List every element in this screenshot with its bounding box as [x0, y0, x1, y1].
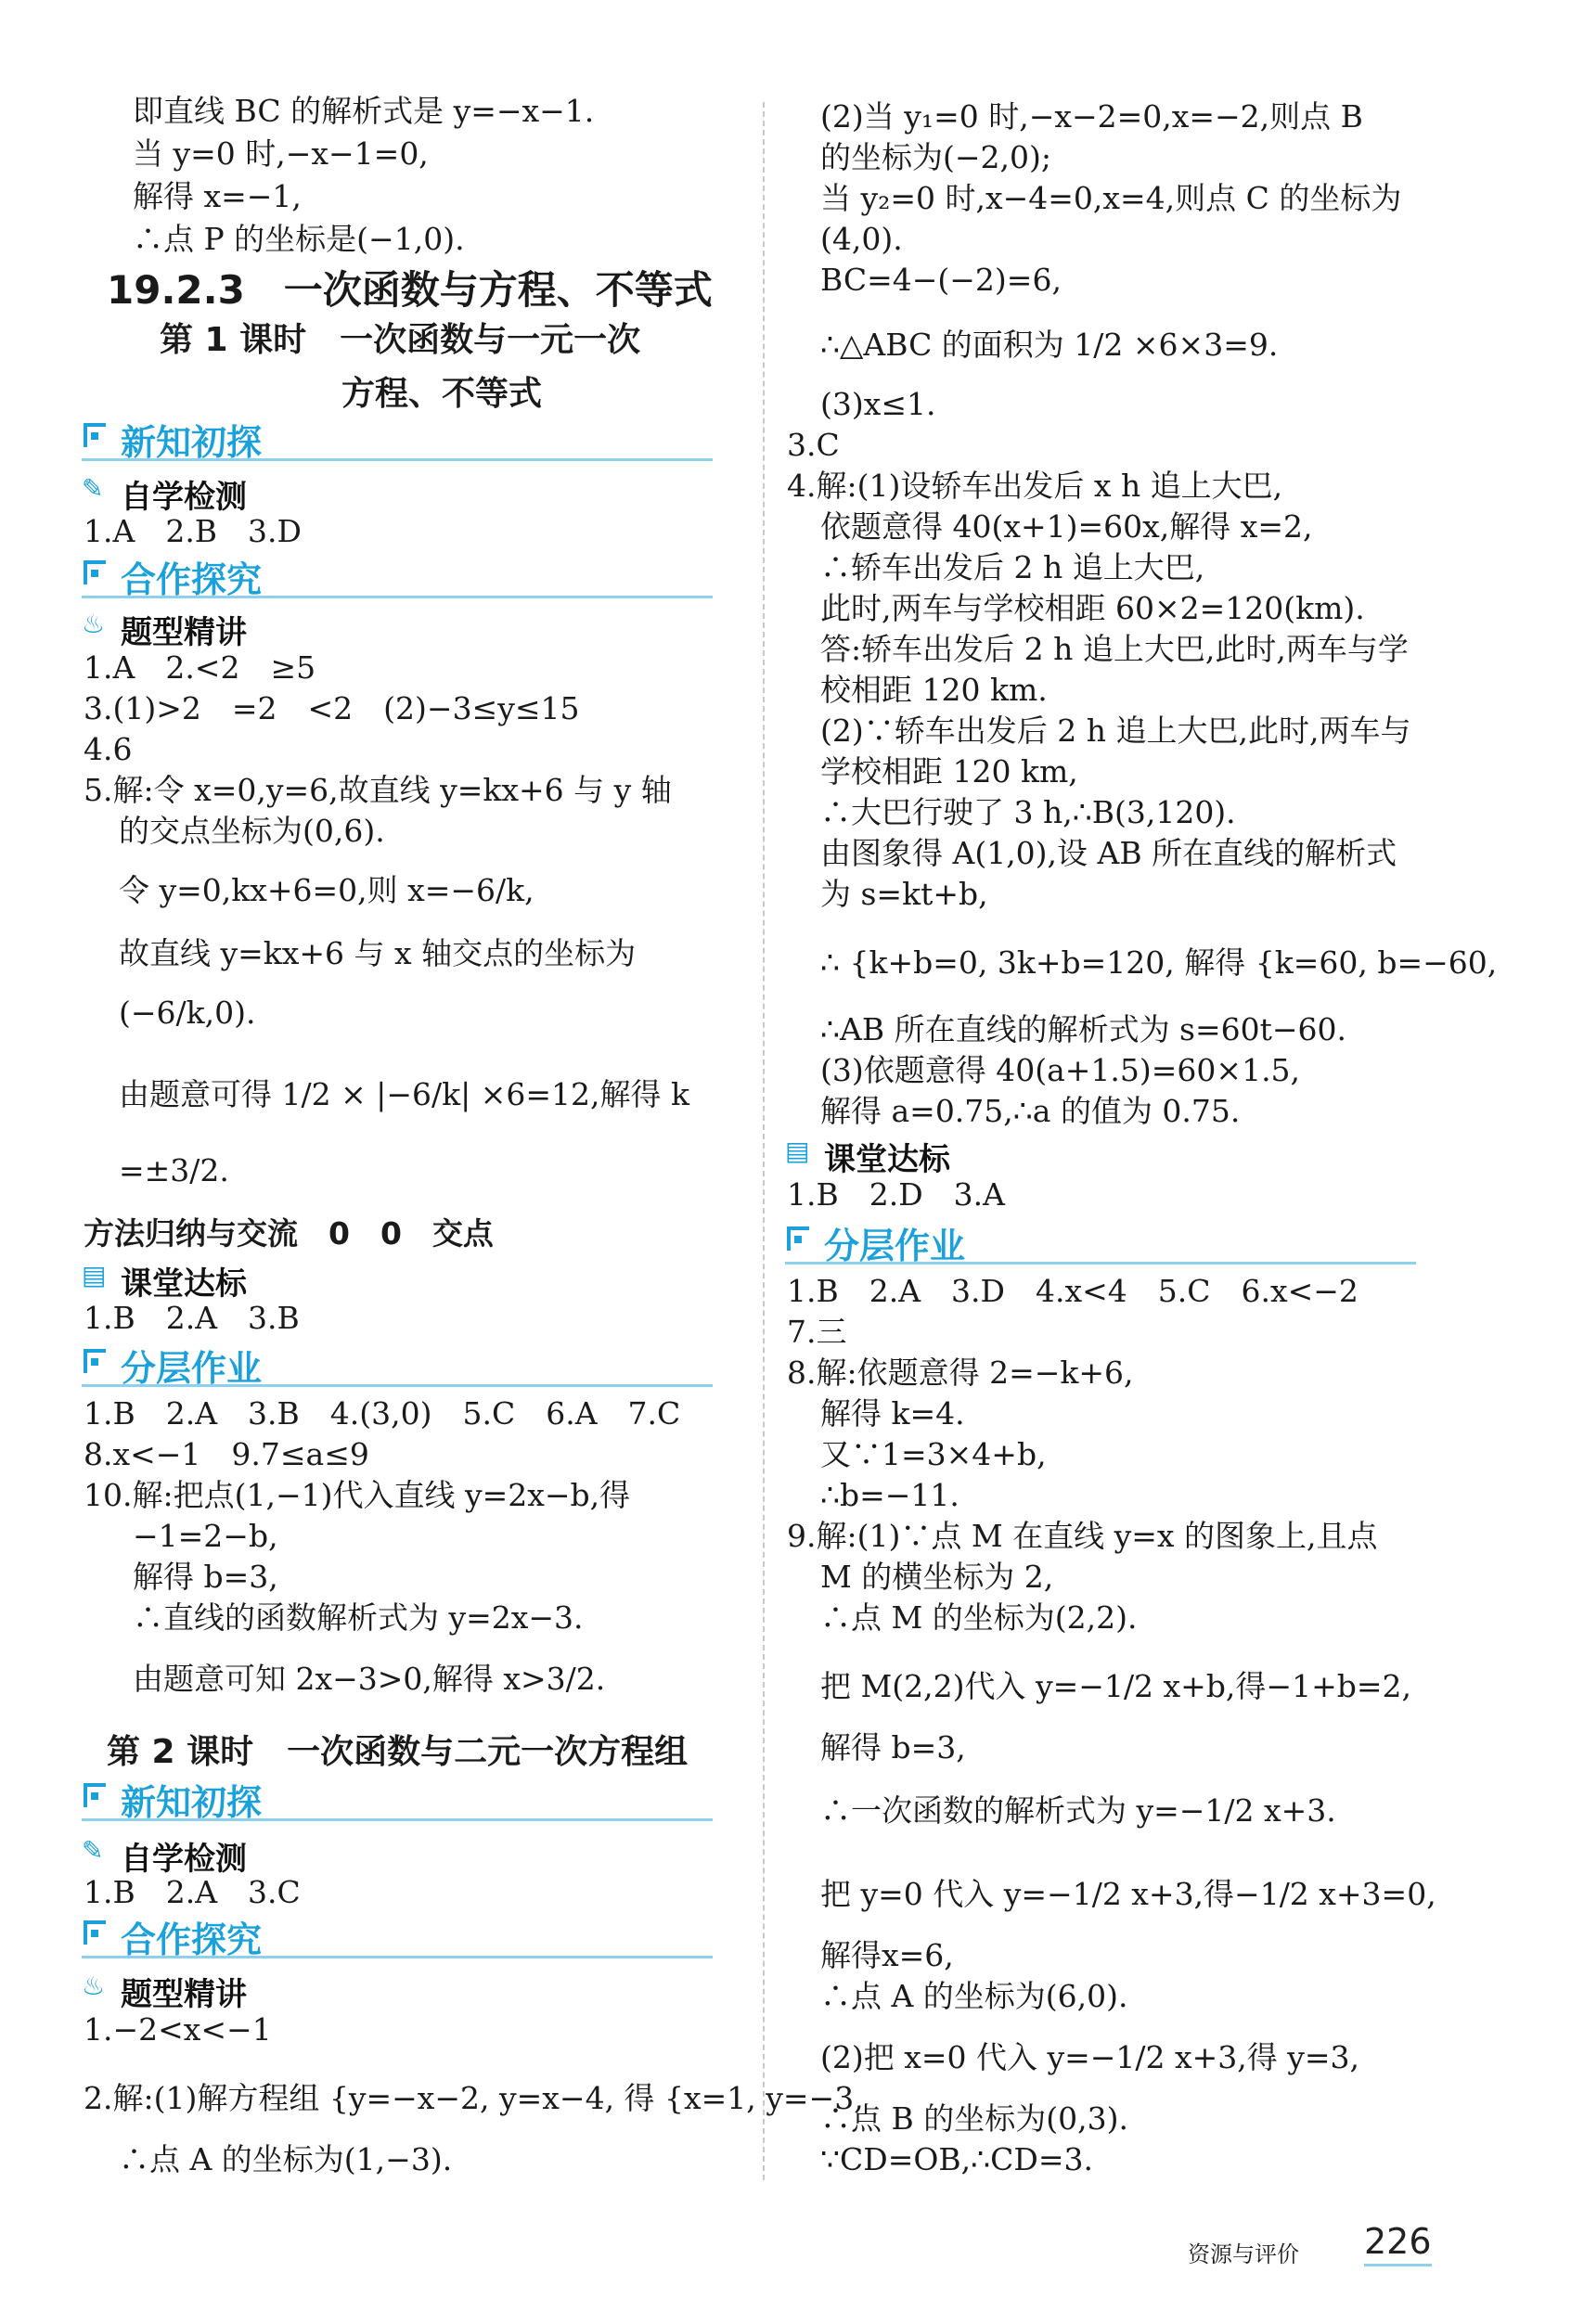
text-line: 的交点坐标为(0,6). — [119, 813, 385, 849]
page-number: 226 — [1364, 2221, 1432, 2266]
book-icon: ▤ — [785, 1136, 810, 1166]
text-line: 9.解:(1)∵点 M 在直线 y=x 的图象上,且点 — [787, 1518, 1378, 1554]
answer-line: 1.A 2.B 3.D — [84, 513, 302, 549]
pencil-icon: ✎ — [82, 473, 104, 504]
text-line: 的坐标为(−2,0); — [820, 139, 1051, 175]
text-line: 5.解:令 x=0,y=6,故直线 y=kx+6 与 y 轴 — [84, 772, 672, 808]
footer-label: 资源与评价 — [1188, 2241, 1299, 2267]
text-line: 当 y=0 时,−x−1=0, — [133, 135, 429, 172]
text-line: (2)当 y₁=0 时,−x−2=0,x=−2,则点 B — [820, 98, 1363, 135]
text-line: −1=2−b, — [133, 1518, 278, 1554]
text-line: ∵CD=OB,∴CD=3. — [820, 2141, 1093, 2177]
sub-tixing — [82, 1969, 453, 2013]
sub-label: 自学检测 — [121, 479, 247, 516]
text-line: 由图象得 A(1,0),设 AB 所在直线的解析式 — [820, 835, 1397, 871]
banner-label: 新知初探 — [121, 422, 263, 463]
banner-label: 合作探究 — [121, 559, 263, 600]
text-line: =±3/2. — [119, 1152, 229, 1188]
section-title: 19.2.3 一次函数与方程、不等式 — [107, 267, 713, 313]
lesson-title-cont: 方程、不等式 — [341, 375, 543, 413]
text-line: 3.(1)>2 =2 <2 (2)−3≤y≤15 — [84, 690, 580, 726]
banner-label: 分层作业 — [121, 1348, 263, 1389]
banner-hezuo — [82, 1913, 713, 1958]
text-line: (−6/k,0). — [119, 995, 256, 1031]
banner-xinzhi — [82, 416, 713, 461]
text-line: ∴AB 所在直线的解析式为 s=60t−60. — [820, 1011, 1347, 1047]
text-line: (2)把 x=0 代入 y=−1/2 x+3,得 y=3, — [820, 2039, 1360, 2075]
apple-icon: ♨ — [82, 609, 106, 639]
answer-line: 1.B 2.D 3.A — [787, 1176, 1005, 1213]
sub-label: 课堂达标 — [121, 1265, 247, 1303]
sub-ketang — [82, 1258, 453, 1303]
bookmark-icon — [84, 560, 106, 584]
answer-line: 1.B 2.A 3.C — [84, 1874, 301, 1910]
banner-label: 合作探究 — [121, 1920, 263, 1960]
text-line: 2.解:(1)解方程组 {y=−x−2, y=x−4, 得 {x=1, y=−3, — [84, 2080, 864, 2116]
text-line: 答:轿车出发后 2 h 追上大巴,此时,两车与学 — [820, 631, 1409, 667]
lesson-title: 第 1 课时 一次函数与一元一次 — [160, 321, 641, 359]
text-line: 4.6 — [84, 731, 133, 767]
text-line: ∴点 P 的坐标是(−1,0). — [133, 221, 465, 257]
text-line: 10.解:把点(1,−1)代入直线 y=2x−b,得 — [84, 1477, 631, 1513]
text-line: 此时,两车与学校相距 60×2=120(km). — [820, 590, 1365, 626]
text-line: M 的横坐标为 2, — [820, 1559, 1054, 1595]
text-line: 解得 a=0.75,∴a 的值为 0.75. — [820, 1093, 1241, 1129]
sub-label: 课堂达标 — [824, 1141, 950, 1178]
text-line: 依题意得 40(x+1)=60x,解得 x=2, — [820, 508, 1313, 545]
lesson-title: 第 2 课时 一次函数与二元一次方程组 — [107, 1733, 689, 1771]
text-line: 解得 x=−1, — [133, 178, 302, 214]
text-line: 4.解:(1)设轿车出发后 x h 追上大巴, — [787, 468, 1283, 504]
apple-icon: ♨ — [82, 1971, 106, 2001]
text-line: 又∵1=3×4+b, — [820, 1436, 1047, 1472]
text-line: ∴b=−11. — [820, 1477, 959, 1513]
text-line: 为 s=kt+b, — [820, 876, 988, 912]
sub-ketang — [785, 1134, 1156, 1178]
text-line: 解得 b=3, — [820, 1729, 966, 1765]
text-line: ∴点 A 的坐标为(1,−3). — [119, 2141, 453, 2177]
text-line: ∴点 A 的坐标为(6,0). — [820, 1978, 1128, 2014]
text-line: 学校相距 120 km, — [820, 753, 1078, 790]
text-line: 1.B 2.A 3.D 4.x<4 5.C 6.x<−2 — [787, 1273, 1359, 1309]
sub-label: 题型精讲 — [121, 1976, 247, 2013]
column-divider — [763, 102, 765, 2180]
text-line: (3)依题意得 40(a+1.5)=60×1.5, — [820, 1052, 1301, 1088]
answer-line: 1.B 2.A 3.B — [84, 1300, 300, 1336]
method-summary: 方法归纳与交流 0 0 交点 — [84, 1215, 494, 1252]
sub-zixue — [82, 1833, 453, 1878]
banner-hezuo — [82, 553, 713, 598]
text-line: 1.B 2.A 3.B 4.(3,0) 5.C 6.A 7.C — [84, 1395, 681, 1432]
text-line: (2)∵轿车出发后 2 h 追上大巴,此时,两车与 — [820, 713, 1411, 749]
text-line: 由题意可知 2x−3>0,解得 x>3/2. — [133, 1661, 606, 1697]
text-line: 3.C — [787, 427, 840, 463]
text-line: ∴△ABC 的面积为 1/2 ×6×3=9. — [820, 327, 1279, 363]
bookmark-icon — [84, 1349, 106, 1373]
bookmark-icon — [787, 1226, 809, 1251]
text-line: 8.x<−1 9.7≤a≤9 — [84, 1436, 369, 1472]
pencil-icon: ✎ — [82, 1835, 104, 1866]
text-line: 故直线 y=kx+6 与 x 轴交点的坐标为 — [119, 935, 637, 971]
text-line: BC=4−(−2)=6, — [820, 262, 1062, 298]
text-line: 当 y₂=0 时,x−4=0,x=4,则点 C 的坐标为 — [820, 180, 1402, 216]
banner-fenceng — [785, 1219, 1416, 1265]
sub-label: 自学检测 — [121, 1841, 247, 1878]
text-line: 校相距 120 km. — [820, 672, 1048, 708]
banner-xinzhi — [82, 1776, 713, 1821]
text-line: 解得 b=3, — [133, 1559, 278, 1595]
text-line: ∴点 B 的坐标为(0,3). — [820, 2100, 1128, 2137]
text-line: ∴直线的函数解析式为 y=2x−3. — [133, 1599, 584, 1636]
text-line: ∴轿车出发后 2 h 追上大巴, — [820, 549, 1205, 585]
bookmark-icon — [84, 1783, 106, 1807]
text-line: 解得 k=4. — [820, 1395, 965, 1432]
text-line: 1.−2<x<−1 — [84, 2011, 272, 2048]
text-line: (3)x≤1. — [820, 386, 936, 422]
text-line: 解得x=6, — [820, 1937, 954, 1973]
text-line: 8.解:依题意得 2=−k+6, — [787, 1355, 1134, 1391]
text-line: 即直线 BC 的解析式是 y=−x−1. — [133, 93, 595, 129]
bookmark-icon — [84, 423, 106, 447]
sub-label: 题型精讲 — [121, 614, 247, 651]
text-line: ∴一次函数的解析式为 y=−1/2 x+3. — [820, 1792, 1336, 1829]
text-line: 把 y=0 代入 y=−1/2 x+3,得−1/2 x+3=0, — [820, 1876, 1436, 1912]
text-line: 令 y=0,kx+6=0,则 x=−6/k, — [119, 872, 534, 908]
book-icon: ▤ — [82, 1260, 107, 1290]
banner-label: 新知初探 — [121, 1782, 263, 1823]
text-line: 7.三 — [787, 1314, 847, 1350]
sub-tixing — [82, 607, 453, 651]
text-line: ∴大巴行驶了 3 h,∴B(3,120). — [820, 794, 1236, 830]
banner-label: 分层作业 — [824, 1226, 966, 1266]
banner-fenceng — [82, 1342, 713, 1387]
text-line: (4,0). — [820, 221, 903, 257]
text-line: ∴ {k+b=0, 3k+b=120, 解得 {k=60, b=−60, — [820, 944, 1498, 981]
bookmark-icon — [84, 1920, 106, 1945]
sub-zixue — [82, 471, 453, 516]
text-line: 把 M(2,2)代入 y=−1/2 x+b,得−1+b=2, — [820, 1668, 1411, 1704]
text-line: 由题意可得 1/2 × |−6/k| ×6=12,解得 k — [119, 1076, 689, 1112]
text-line: ∴点 M 的坐标为(2,2). — [820, 1599, 1138, 1636]
text-line: 1.A 2.<2 ≥5 — [84, 649, 316, 686]
